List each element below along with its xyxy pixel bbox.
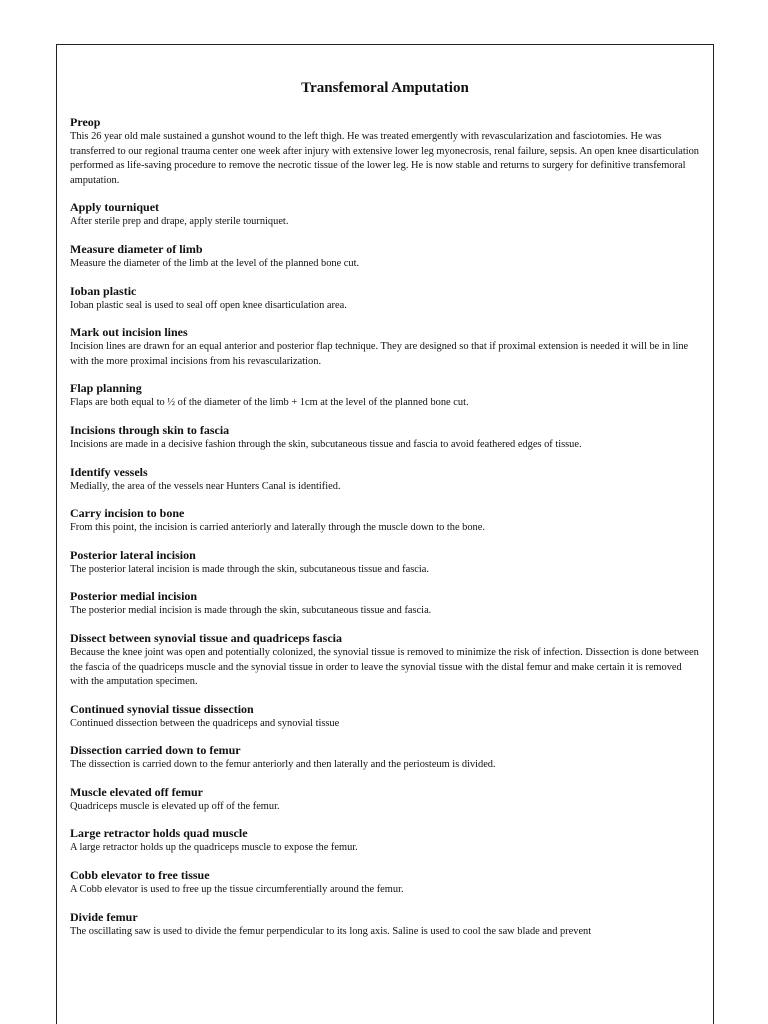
section-body: The posterior lateral incision is made through the skin, subcutaneous tissue and fascia. — [70, 563, 429, 575]
section-mark-incision-lines — [70, 325, 700, 369]
section-heading: Dissect between synovial tissue and quadriceps fascia — [70, 630, 343, 645]
section-body: This 26 year old male sustained a gunshot wound to the left thigh. He was treated emergently with revascularization and fasciotomies. He was transferred to our regional trauma center one week after injury with extensive lower leg myonecrosis, renal failure, sepsis. An open knee disarticulation performed as life-saving procedure to remove the necrotic tissue of the lower leg. He is now stable and returns to surgery for definitive transfemoral amputation. — [70, 131, 699, 186]
section-body: Measure the diameter of the limb at the level of the planned bone cut. — [70, 257, 360, 269]
section-body: Ioban plastic seal is used to seal off open knee disarticulation area. — [70, 299, 347, 311]
section-heading: Divide femur — [70, 909, 138, 924]
section-body: Quadriceps muscle is elevated up off of the femur. — [70, 800, 280, 812]
section-body: After sterile prep and drape, apply sterile tourniquet. — [70, 216, 289, 228]
section-carry-incision — [70, 506, 700, 536]
section-muscle-elevated — [70, 785, 700, 815]
section-cobb-elevator — [70, 868, 700, 898]
section-continued-synovial — [70, 702, 700, 732]
section-body: A Cobb elevator is used to free up the tissue circumferentially around the femur. — [70, 884, 404, 896]
section-heading: Preop — [70, 115, 101, 129]
section-heading: Large retractor holds quad muscle — [70, 826, 248, 841]
section-heading: Measure diameter of limb — [70, 241, 203, 256]
section-body: Flaps are both equal to ½ of the diameter of the limb + 1cm at the level of the planned bone cut. — [70, 397, 469, 409]
section-ioban-plastic — [70, 284, 700, 314]
section-body: The dissection is carried down to the femur anteriorly and then laterally and the periosteum is divided. — [70, 759, 496, 771]
section-body: The posterior medial incision is made through the skin, subcutaneous tissue and fascia. — [70, 605, 432, 617]
section-body: Continued dissection between the quadriceps and synovial tissue — [70, 717, 340, 729]
section-heading: Dissection carried down to femur — [70, 743, 241, 758]
section-body: Medially, the area of the vessels near Hunters Canal is identified. — [70, 480, 341, 492]
section-heading: Muscle elevated off femur — [70, 784, 203, 799]
section-flap-planning — [70, 381, 700, 411]
section-heading: Posterior medial incision — [70, 589, 198, 604]
section-posterior-medial — [70, 589, 700, 619]
section-body: The oscillating saw is used to divide the femur perpendicular to its long axis. Saline is used to cool the saw blade and prevent — [70, 925, 592, 937]
section-posterior-lateral — [70, 548, 700, 578]
section-body: Incisions are made in a decisive fashion through the skin, subcutaneous tissue and fascia to avoid feathered edges of tissue. — [70, 438, 582, 450]
section-heading: Posterior lateral incision — [70, 547, 196, 562]
section-body: Incision lines are drawn for an equal anterior and posterior flap technique. They are designed so that if proximal extension is needed it will be in line with the more proximal incisions from his revascularization. — [70, 341, 689, 367]
section-body: A large retractor holds up the quadriceps muscle to expose the femur. — [70, 842, 358, 854]
section-body: From this point, the incision is carried anteriorly and laterally through the muscle down to the bone. — [70, 522, 485, 534]
section-apply-tourniquet — [70, 200, 700, 230]
section-heading: Flap planning — [70, 381, 142, 396]
section-dissection-to-femur — [70, 743, 700, 773]
section-heading: Continued synovial tissue dissection — [70, 701, 254, 716]
section-identify-vessels — [70, 465, 700, 495]
section-heading: Carry incision to bone — [70, 506, 185, 521]
section-large-retractor — [70, 826, 700, 856]
document-content — [70, 78, 700, 951]
document-title: Transfemoral Amputation — [301, 80, 469, 96]
section-heading: Mark out incision lines — [70, 325, 188, 340]
section-heading: Ioban plastic — [70, 283, 137, 298]
section-dissect-synovial — [70, 631, 700, 690]
section-preop — [70, 115, 700, 188]
section-incisions-skin-fascia — [70, 423, 700, 453]
section-heading: Apply tourniquet — [70, 200, 160, 215]
section-heading: Identify vessels — [70, 464, 148, 479]
section-heading: Incisions through skin to fascia — [70, 422, 230, 437]
section-measure-diameter — [70, 242, 700, 272]
section-divide-femur — [70, 910, 700, 940]
section-body: Because the knee joint was open and potentially colonized, the synovial tissue is removed to minimize the risk of infection. Dissection is done between the fascia of the quadriceps muscle and the synovial tissue in order to leave the synovial tissue with the distal femur and make certain it is removed with the amputation specimen. — [70, 646, 699, 688]
section-heading: Cobb elevator to free tissue — [70, 868, 210, 883]
